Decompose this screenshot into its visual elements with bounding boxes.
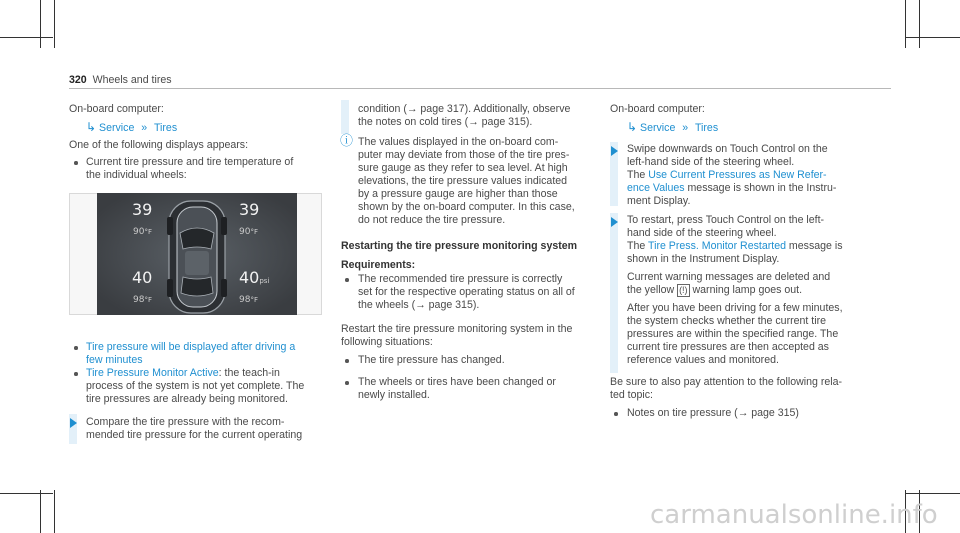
situation1: The tire pressure has changed. xyxy=(358,354,505,366)
crop-mark xyxy=(906,37,960,38)
step-bar xyxy=(610,213,618,373)
crop-mark xyxy=(905,0,906,48)
step2-p2-line1: Current warning messages are deleted and xyxy=(627,271,831,283)
step2-p2-line2: the yellow (!) warning lamp goes out. xyxy=(627,284,803,296)
step1-line2: left-hand side of the steering wheel. xyxy=(627,156,795,168)
step2-line3: The Tire Press. Monitor Restarted message is xyxy=(627,240,843,252)
crop-mark xyxy=(919,0,920,48)
rear-left-pressure: 40 xyxy=(132,268,153,287)
crop-mark xyxy=(0,493,53,494)
step1-line4: ence Values message is shown in the Instru- xyxy=(627,182,837,194)
intro-text: One of the following displays appears: xyxy=(69,139,249,151)
enter-arrow-icon: ↳ xyxy=(627,120,638,134)
front-left-pressure: 39 xyxy=(132,200,153,219)
crop-mark xyxy=(54,490,55,533)
nav-tires-link[interactable]: Tires xyxy=(153,122,178,134)
step2-p3-line5: reference values and monitored. xyxy=(627,354,779,366)
step1-line1: Swipe downwards on Touch Control on the xyxy=(627,143,828,155)
page-title: Wheels and tires xyxy=(92,74,172,86)
req-line2: set for the respective operating status on all of xyxy=(358,286,575,298)
step-line1: Compare the tire pressure with the recom- xyxy=(86,416,285,428)
bullet-dot xyxy=(345,359,349,363)
info-line6: shown by the on-board computer. In this case, xyxy=(358,201,575,213)
step1-line5: ment Display. xyxy=(627,195,691,207)
double-chevron-icon: » xyxy=(141,122,148,134)
cont-line1: condition (→ page 317). Additionally, observe xyxy=(358,103,571,115)
step2-line1: To restart, press Touch Control on the left- xyxy=(627,214,825,226)
info-line7: do not reduce the tire pressure. xyxy=(358,214,506,226)
watermark: carmanualsonline.info xyxy=(650,500,938,530)
step2-p3-line4: current tire pressures are then accepted as xyxy=(627,341,829,353)
step-bar-continued xyxy=(341,100,349,134)
nav-label: On-board computer: xyxy=(69,103,164,115)
double-chevron-icon: » xyxy=(682,122,689,134)
rear-right-pressure: 40psi xyxy=(239,268,270,287)
bullet-dot xyxy=(614,412,618,416)
bullet3-line1: Tire Pressure Monitor Active: the teach-in xyxy=(86,367,280,379)
front-left-temp: 90°F xyxy=(133,227,152,237)
nav-tires-link[interactable]: Tires xyxy=(694,122,719,134)
step2-p3-line3: pressures are within the specified range. The xyxy=(627,328,839,340)
situation2-line2: newly installed. xyxy=(358,389,430,401)
info-line5: by a pressure gauge are higher than those xyxy=(358,188,558,200)
front-right-temp: 90°F xyxy=(239,227,258,237)
step2-line2: hand side of the steering wheel. xyxy=(627,227,777,239)
bullet1-line1: Current tire pressure and tire temperature of xyxy=(86,156,294,168)
restart-line2: following situations: xyxy=(341,336,433,348)
step1-line3: The Use Current Pressures as New Refer- xyxy=(627,169,827,181)
section-heading: Restarting the tire pressure monitoring system xyxy=(341,240,578,252)
requirements-label: Requirements: xyxy=(341,259,416,271)
step2-line4: shown in the Instrument Display. xyxy=(627,253,780,265)
step-bar xyxy=(69,414,77,444)
step-bar xyxy=(610,142,618,206)
nav-label: On-board computer: xyxy=(610,103,705,115)
nav-service-link[interactable]: Service xyxy=(640,122,676,134)
bullet3-line2: process of the system is not yet complete. The xyxy=(86,380,305,392)
bullet-dot xyxy=(74,346,78,350)
situation2-line1: The wheels or tires have been changed or xyxy=(358,376,556,388)
bullet-dot xyxy=(345,278,349,282)
rear-right-temp: 98°F xyxy=(239,295,258,305)
restart-line1: Restart the tire pressure monitoring system in the xyxy=(341,323,573,335)
crop-mark xyxy=(54,0,55,48)
bullet-dot xyxy=(345,381,349,385)
step-arrow-icon xyxy=(611,217,618,227)
step2-p3-line2: the system checks whether the current tire xyxy=(627,315,827,327)
step-line2: mended tire pressure for the current operating xyxy=(86,429,303,441)
crop-mark xyxy=(906,493,960,494)
bullet2-line2: few minutes xyxy=(86,354,143,366)
bullet3-line3: tire pressures are already being monitored. xyxy=(86,393,288,405)
step2-p3-line1: After you have been driving for a few minutes, xyxy=(627,302,843,314)
related-topic-link[interactable]: Notes on tire pressure (→ page 315) xyxy=(627,407,799,419)
header-rule xyxy=(69,88,891,89)
rear-left-temp: 98°F xyxy=(133,295,152,305)
crop-mark xyxy=(0,37,53,38)
step-arrow-icon xyxy=(611,146,618,156)
page-header xyxy=(69,74,172,87)
info-line2: puter may deviate from those of the tire pres- xyxy=(358,149,570,161)
info-line3: sure gauge as they refer to sea level. At high xyxy=(358,162,568,174)
req-line1: The recommended tire pressure is correctly xyxy=(358,273,563,285)
tire-pressure-display xyxy=(97,193,297,315)
tire-warning-lamp-icon: (!) xyxy=(679,285,688,295)
step-arrow-icon xyxy=(70,418,77,428)
crop-mark xyxy=(40,0,41,48)
bullet1-line2: the individual wheels: xyxy=(86,169,187,181)
crop-mark xyxy=(40,490,41,533)
also-line1: Be sure to also pay attention to the following rela- xyxy=(610,376,843,388)
page-number: 320 xyxy=(69,74,87,86)
bullet2-line1: Tire pressure will be displayed after driving a xyxy=(86,341,296,353)
also-line2: ted topic: xyxy=(610,389,653,401)
enter-arrow-icon: ↳ xyxy=(86,120,97,134)
info-icon: ⓘ xyxy=(340,133,354,148)
car-top-view-icon xyxy=(97,193,297,315)
info-line4: elevations, the tire pressure values indicated xyxy=(358,175,568,187)
nav-service-link[interactable]: Service xyxy=(99,122,135,134)
bullet-dot xyxy=(74,372,78,376)
cont-line2: the notes on cold tires (→ page 315). xyxy=(358,116,533,128)
req-line3: the wheels (→ page 315). xyxy=(358,299,480,311)
bullet-dot xyxy=(74,161,78,165)
nav-path xyxy=(86,121,177,135)
nav-path xyxy=(627,121,718,135)
front-right-pressure: 39 xyxy=(239,200,260,219)
info-line1: The values displayed in the on-board com- xyxy=(358,136,559,148)
